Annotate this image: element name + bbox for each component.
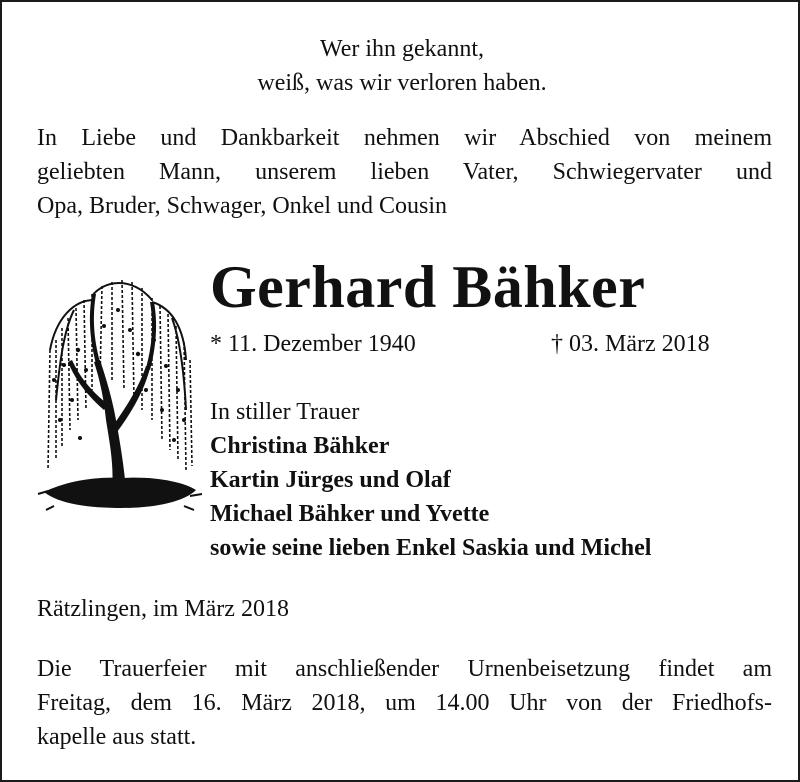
mourner-name: sowie seine lieben Enkel Saskia und Michel: [210, 535, 652, 561]
place-and-date: Rätzlingen, im März 2018: [37, 596, 289, 622]
funeral-service-info: [37, 652, 772, 754]
mourner-name: Michael Bähker und Yvette: [210, 501, 490, 527]
mourning-phrase: In stiller Trauer: [210, 399, 360, 425]
motto-line-1: Wer ihn gekannt,: [319, 36, 484, 62]
weeping-willow-icon: [34, 270, 204, 515]
motto-line-2: weiß, was wir verloren haben.: [257, 70, 547, 96]
intro-line-1: In Liebe und Dankbarkeit nehmen wir Abschied von meinem: [37, 125, 772, 151]
intro-line-2: geliebten Mann, unserem lieben Vater, Schwiegervater und: [37, 159, 772, 185]
motto: [2, 32, 800, 100]
service-line-3: kapelle aus statt.: [37, 724, 197, 750]
mourner-name: Kartin Jürges und Olaf: [210, 467, 451, 493]
intro-line-3: Opa, Bruder, Schwager, Onkel und Cousin: [37, 193, 448, 219]
mourners-list: [210, 395, 651, 565]
service-line-2: Freitag, dem 16. März 2018, um 14.00 Uhr von der Friedhofs-: [37, 690, 772, 716]
service-line-1: Die Trauerfeier mit anschließender Urnenbeisetzung findet am: [37, 656, 772, 682]
death-date: † 03. März 2018: [551, 331, 710, 357]
birth-date: * 11. Dezember 1940: [210, 331, 416, 357]
deceased-name: Gerhard Bähker: [210, 254, 646, 320]
intro-text: [37, 121, 772, 223]
mourner-name: Christina Bähker: [210, 433, 390, 459]
